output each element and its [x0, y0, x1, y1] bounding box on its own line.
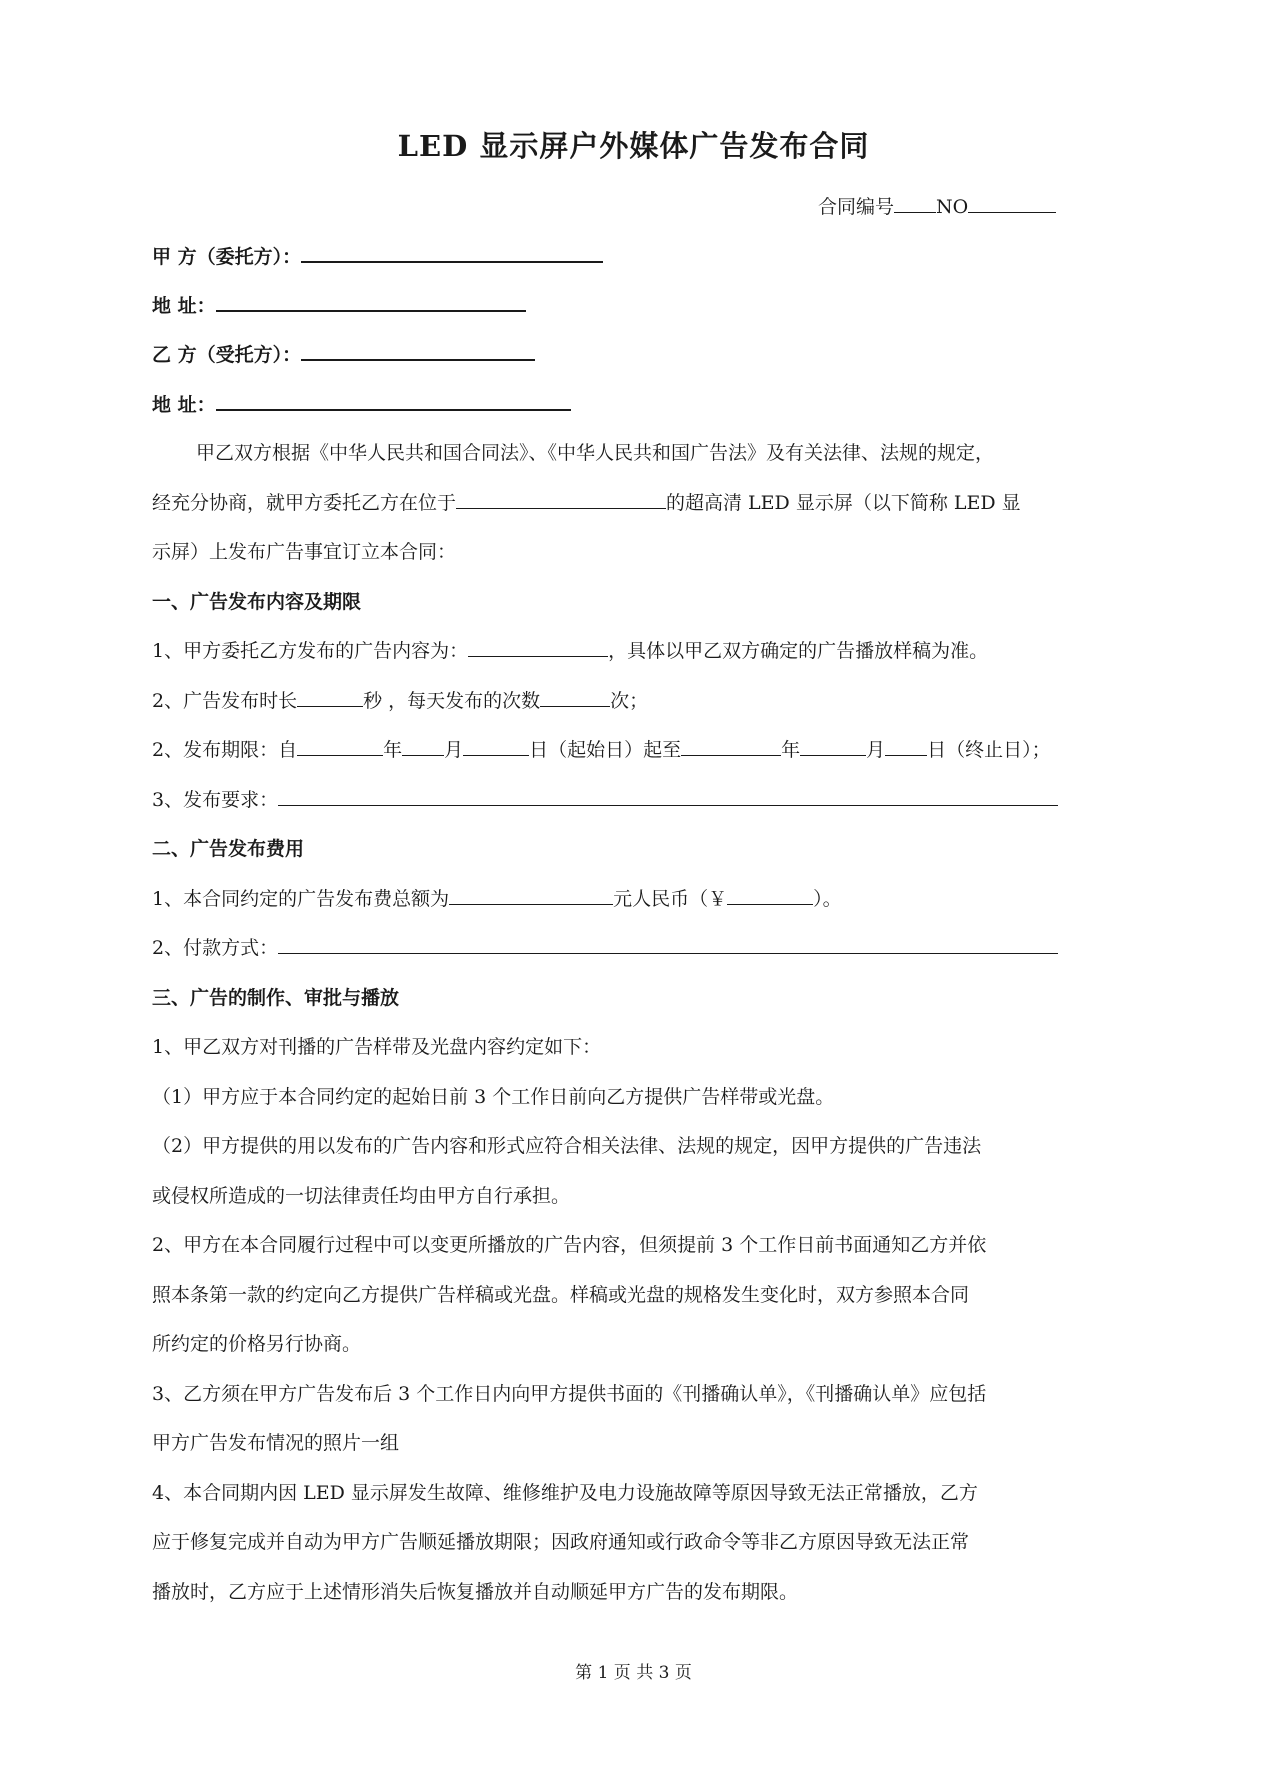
party-a-blank [301, 243, 603, 263]
clause-text: ，具体以甲乙双方确定的广告播放样稿为准。 [608, 640, 989, 662]
page-number: 第 1 页 共 3 页 [575, 1663, 692, 1683]
section-3-item-4-line-3: 播放时，乙方应于上述情形消失后恢复播放并自动顺延甲方广告的发布期限。 [152, 1581, 799, 1603]
section-3-item-4-line-1: 4、本合同期内因 LED 显示屏发生故障、维修维护及电力设施故障等原因导致无法正常播放，乙方 [152, 1482, 978, 1504]
fee-amount-blank [449, 886, 613, 905]
end-month-blank [800, 737, 866, 756]
section-1-item-2 [152, 688, 648, 714]
contract-number-blank-2 [968, 194, 1056, 213]
party-b-address-line [152, 391, 571, 418]
clause-text: 1、本合同约定的广告发布费总额为 [152, 888, 450, 910]
party-a-line [152, 243, 603, 270]
section-2-heading: 二、广告发布费用 [152, 838, 305, 860]
party-a-label: 甲 方（委托方）： [152, 246, 302, 268]
section-3-item-1-sub-2-line-1: （2）甲方提供的用以发布的广告内容和形式应符合相关法律、法规的规定，因甲方提供的广告违法 [152, 1135, 982, 1157]
payment-method-blank [278, 935, 1058, 954]
document-title: LED 显示屏户外媒体广告发布合同 [397, 129, 870, 163]
duration-blank [297, 688, 363, 707]
section-3-item-3-line-1: 3、乙方须在甲方广告发布后 3 个工作日内向甲方提供书面的《刊播确认单》，《刊播确认单》应包括 [152, 1383, 987, 1405]
section-3-item-3-line-2: 甲方广告发布情况的照片一组 [152, 1432, 400, 1454]
fee-figure-blank [727, 886, 813, 905]
preamble-line-3: 示屏）上发布广告事宜订立本合同： [152, 541, 457, 563]
section-3-item-2-line-3: 所约定的价格另行协商。 [152, 1333, 362, 1355]
frequency-blank [540, 688, 610, 707]
clause-text: ）。 [813, 888, 842, 910]
section-3-item-1-sub-1: （1）甲方应于本合同约定的起始日前 3 个工作日前向乙方提供广告样带或光盘。 [152, 1086, 835, 1108]
section-3-item-1: 1、甲乙双方对刊播的广告样带及光盘内容约定如下： [152, 1036, 602, 1058]
party-b-blank [301, 341, 535, 361]
location-blank [456, 490, 666, 509]
contract-number-blank-1 [894, 194, 936, 213]
clause-text: 日（起始日）起至 [529, 739, 682, 761]
section-1-item-3 [152, 737, 1051, 763]
preamble-text: 经充分协商，就甲方委托乙方在位于 [152, 492, 457, 514]
start-year-blank [297, 737, 383, 756]
section-3-item-2-line-2: 照本条第一款的约定向乙方提供广告样稿或光盘。样稿或光盘的规格发生变化时，双方参照本合同 [152, 1284, 970, 1306]
party-b-address-label: 地 址： [152, 394, 216, 416]
party-b-label: 乙 方（受托方）： [152, 344, 302, 366]
contract-number-prefix: NO [936, 196, 969, 218]
clause-text: 日（终止日）； [927, 739, 1051, 761]
section-3-heading: 三、广告的制作、审批与播放 [152, 987, 400, 1009]
party-b-line [152, 341, 535, 368]
clause-text: 2、发布期限：自 [152, 739, 298, 761]
contract-number [818, 192, 1056, 219]
preamble-line-2 [152, 490, 1021, 516]
clause-text: 秒 ，每天发布的次数 [363, 690, 541, 712]
section-2-item-2 [152, 935, 1058, 961]
ad-content-blank [468, 638, 608, 657]
end-day-blank [885, 737, 927, 756]
party-a-address-label: 地 址： [152, 295, 216, 317]
clause-text: 年 [781, 739, 801, 761]
requirements-blank [278, 787, 1058, 806]
end-year-blank [681, 737, 781, 756]
section-3-item-2-line-1: 2、甲方在本合同履行过程中可以变更所播放的广告内容，但须提前 3 个工作日前书面通知乙方并依 [152, 1234, 987, 1256]
party-b-address-blank [216, 391, 571, 411]
section-3-item-1-sub-2-line-2: 或侵权所造成的一切法律责任均由甲方自行承担。 [152, 1185, 571, 1207]
section-3-item-4-line-2: 应于修复完成并自动为甲方广告顺延播放期限；因政府通知或行政命令等非乙方原因导致无法正常 [152, 1531, 970, 1553]
clause-text: 3、发布要求： [152, 789, 279, 811]
contract-number-label: 合同编号 [818, 196, 895, 218]
section-1-item-4 [152, 787, 1058, 813]
clause-text: 月 [866, 739, 886, 761]
clause-text: 2、广告发布时长 [152, 690, 298, 712]
party-a-address-line [152, 292, 526, 319]
preamble-text: 的超高清 LED 显示屏（以下简称 LED 显 [666, 492, 1021, 514]
start-day-blank [463, 737, 529, 756]
clause-text: 1、甲方委托乙方发布的广告内容为： [152, 640, 469, 662]
preamble-line-1: 甲乙双方根据《中华人民共和国合同法》、《中华人民共和国广告法》及有关法律、法规的规定， [196, 442, 995, 464]
party-a-address-blank [216, 292, 526, 312]
clause-text: 次； [610, 690, 649, 712]
section-1-heading: 一、广告发布内容及期限 [152, 591, 362, 613]
clause-text: 月 [444, 739, 464, 761]
start-month-blank [402, 737, 444, 756]
clause-text: 元人民币（￥ [613, 888, 728, 910]
clause-text: 年 [383, 739, 403, 761]
section-1-item-1 [152, 638, 988, 664]
section-2-item-1 [152, 886, 842, 912]
clause-text: 2、付款方式： [152, 937, 279, 959]
